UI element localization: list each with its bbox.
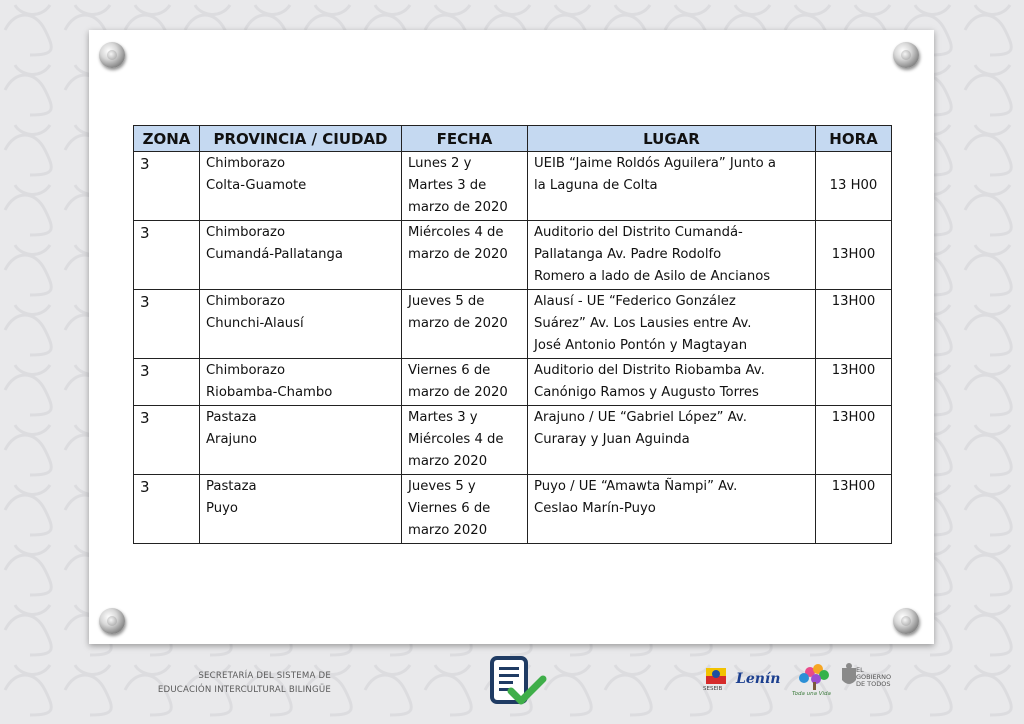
cell-lugar: Auditorio del Distrito Cumandá- Pallatanga Av. Padre Rodolfo Romero a lado de Asilo de Ancianos (528, 221, 816, 290)
cell-provincia: Chimborazo Riobamba-Chambo (200, 359, 402, 406)
cell-provincia: Pastaza Arajuno (200, 406, 402, 475)
cell-lugar: Arajuno / UE “Gabriel López” Av. Curaray y Juan Aguinda (528, 406, 816, 475)
schedule-table (133, 125, 892, 544)
cell-lugar: UEIB “Jaime Roldós Aguilera” Junto a la Laguna de Colta (528, 152, 816, 221)
seseib-logo-icon (706, 668, 726, 684)
screw-icon (99, 42, 125, 68)
gobierno-line2: GOBIERNO (856, 673, 892, 681)
table-row (134, 359, 892, 406)
table-row (134, 152, 892, 221)
header-hora: HORA (816, 126, 892, 152)
header-zona: ZONA (134, 126, 200, 152)
toda-vida-label: Toda una Vida (792, 691, 831, 697)
cell-lugar: Auditorio del Distrito Riobamba Av. Canónigo Ramos y Augusto Torres (528, 359, 816, 406)
table-header-row (134, 126, 892, 152)
cell-hora: 13H00 (816, 221, 892, 290)
coat-of-arms-icon (842, 663, 856, 684)
cell-hora: 13H00 (816, 290, 892, 359)
footer-line1: SECRETARÍA DEL SISTEMA DE (198, 671, 331, 681)
cell-hora: 13H00 (816, 406, 892, 475)
cell-fecha: Lunes 2 y Martes 3 de marzo de 2020 (402, 152, 528, 221)
header-lugar: LUGAR (528, 126, 816, 152)
cell-hora: 13H00 (816, 359, 892, 406)
table-row (134, 290, 892, 359)
seseib-label: SESEIB (703, 686, 723, 692)
gobierno-logo (856, 667, 916, 688)
table-row (134, 475, 892, 544)
cell-provincia: Chimborazo Chunchi-Alausí (200, 290, 402, 359)
screw-icon (893, 42, 919, 68)
gobierno-line1: EL (856, 666, 864, 674)
header-provincia: PROVINCIA / CIUDAD (200, 126, 402, 152)
cell-zona: 3 (134, 290, 200, 359)
cell-provincia: Chimborazo Cumandá-Pallatanga (200, 221, 402, 290)
header-fecha: FECHA (402, 126, 528, 152)
cell-provincia: Pastaza Puyo (200, 475, 402, 544)
cell-lugar: Puyo / UE “Amawta Ñampi” Av. Ceslao Marín-Puyo (528, 475, 816, 544)
cell-zona: 3 (134, 152, 200, 221)
cell-fecha: Martes 3 y Miércoles 4 de marzo 2020 (402, 406, 528, 475)
cell-hora: 13 H00 (816, 152, 892, 221)
cell-fecha: Viernes 6 de marzo de 2020 (402, 359, 528, 406)
cell-zona: 3 (134, 359, 200, 406)
cell-provincia: Chimborazo Colta-Guamote (200, 152, 402, 221)
footer-line2: EDUCACIÓN INTERCULTURAL BILINGÜE (157, 685, 331, 695)
cell-lugar: Alausí - UE “Federico González Suárez” Av. Los Lausies entre Av. José Antonio Pontón y Magtayan (528, 290, 816, 359)
table-row (134, 221, 892, 290)
footer-institution (146, 669, 331, 697)
cell-fecha: Miércoles 4 de marzo de 2020 (402, 221, 528, 290)
cell-fecha: Jueves 5 y Viernes 6 de marzo 2020 (402, 475, 528, 544)
table-row (134, 406, 892, 475)
cell-fecha: Jueves 5 de marzo de 2020 (402, 290, 528, 359)
screw-icon (893, 608, 919, 634)
cell-hora: 13H00 (816, 475, 892, 544)
cell-zona: 3 (134, 406, 200, 475)
document-check-icon (489, 655, 547, 711)
cell-zona: 3 (134, 221, 200, 290)
gobierno-line3: DE TODOS (856, 680, 891, 688)
cell-zona: 3 (134, 475, 200, 544)
screw-icon (99, 608, 125, 634)
tree-logo-icon (799, 664, 829, 690)
lenin-logo: Lenín (736, 671, 781, 687)
